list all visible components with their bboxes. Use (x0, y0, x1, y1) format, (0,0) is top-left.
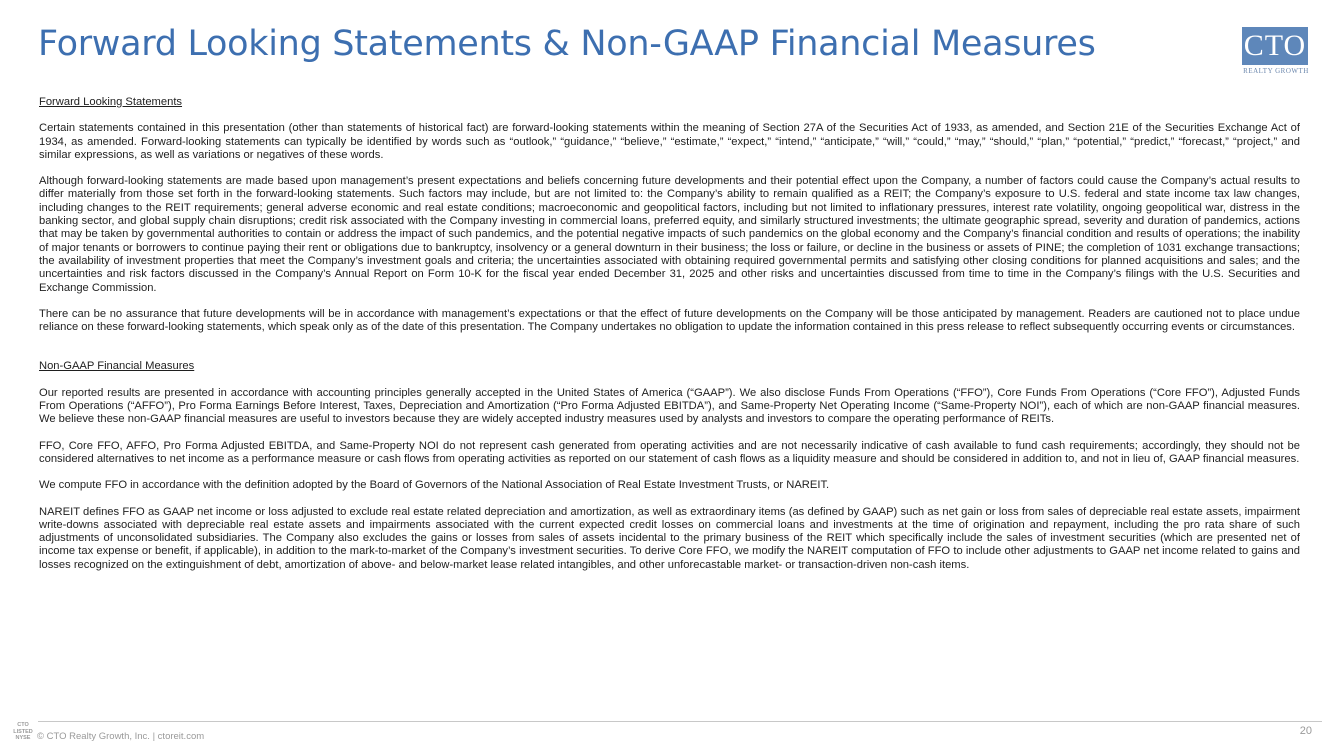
section-heading-non-gaap: Non-GAAP Financial Measures (39, 360, 195, 373)
logo-tagline: REALTY GROWTH (1243, 67, 1309, 75)
paragraph: FFO, Core FFO, AFFO, Pro Forma Adjusted EBITDA, and Same-Property NOI do not represent cash generated from operating activities and are not necessarily indicative of cash available to fund cash requirements; accordingly, they should not be considered alternatives to net income as a performance measure or cash flows from operating activities as reported on our statement of cash flows as a liquidity measure and should be considered in addition to, and not in lieu of, GAAP financial measures. (39, 439, 1300, 465)
logo-wordmark: CTO (1242, 27, 1308, 65)
paragraph: We compute FFO in accordance with the definition adopted by the Board of Governors of the National Association of Real Estate Investment Trusts, or NAREIT. (39, 479, 830, 492)
section-heading-forward-looking: Forward Looking Statements (39, 96, 183, 108)
document-body (39, 96, 1300, 572)
nyse-listed-icon: CTO LISTED NYSE (13, 722, 33, 741)
footer-copyright: © CTO Realty Growth, Inc. | ctoreit.com (37, 731, 205, 742)
page-number: 20 (1299, 725, 1312, 737)
footer-divider (38, 721, 1322, 722)
company-logo (1242, 27, 1310, 77)
paragraph: Although forward-looking statements are made based upon management’s present expectations and beliefs concerning future developments and their potential effect upon the Company, a number of factors could cause the Company’s actual results to differ materially from those set forth in the forward-looking statements. Such factors may include, but are not limited to: the Company’s ability to remain qualified as a REIT; the Company’s exposure to U.S. federal and state income tax law changes, including changes to the REIT requirements; general adverse economic and real estate conditions; macroeconomic and geopolitical factors, including but not limited to inflationary pressures, interest rate volatility, ongoing geopolitical war, distress in the banking sector, and global supply chain disruptions; credit risk associated with the Company investing in commercial loans, preferred equity, and similarly structured investments; the ultimate geographic spread, severity and duration of pandemics, actions that may be taken by governmental authorities to contain or address the impact of such pandemics, and the potential negative impacts of such pandemics on the global economy and the Company’s financial condition and results of operations; the inability of major tenants or borrowers to continue paying their rent or obligations due to bankruptcy, insolvency or a general downturn in their business; the loss or failure, or decline in the business or assets of PINE; the completion of 1031 exchange transactions; the availability of investment properties that meet the Company’s investment goals and criteria; the uncertainties associated with obtaining required governmental permits and satisfying other closing conditions for planned acquisitions and sales; and the uncertainties and risk factors discussed in the Company’s Annual Report on Form 10-K for the fiscal year ended December 31, 2025 and other risks and uncertainties discussed from time to time in the Company’s filings with the U.S. Securities and Exchange Commission. (39, 175, 1300, 294)
paragraph: There can be no assurance that future developments will be in accordance with management’s expectations or that the effect of future developments on the Company will be those anticipated by management. Readers are cautioned not to place undue reliance on these forward-looking statements, which speak only as of the date of this presentation. The Company undertakes no obligation to update the information contained in this press release to reflect subsequently occurring events or circumstances. (39, 307, 1300, 334)
paragraph: Our reported results are presented in accordance with accounting principles generally accepted in the United States of America (“GAAP”). We also disclose Funds From Operations (“FFO”), Core Funds From Operations (“Core FFO”), Adjusted Funds From Operations (“AFFO”), Pro Forma Earnings Before Interest, Taxes, Depreciation and Amortization (“Pro Forma Adjusted EBITDA”), and Same-Property Net Operating Income (“Same-Property NOI”), each of which are non-GAAP financial measures. We believe these non-GAAP financial measures are useful to investors because they are widely accepted industry measures used by analysts and investors to compare the operating performance of REITs. (39, 386, 1300, 426)
paragraph: Certain statements contained in this presentation (other than statements of historical fact) are forward-looking statements within the meaning of Section 27A of the Securities Act of 1933, as amended, and Section 21E of the Securities Exchange Act of 1934, as amended. Forward-looking statements can typically be identified by words such as “outlook,” “guidance,” “believe,” “estimate,” “expect,” “intend,” “anticipate,” “will,” “could,” “may,” “should,” “plan,” “potential,” “predict,” “forecast,” “project,” and similar expressions, as well as variations or negatives of these words. (39, 122, 1300, 161)
page-title: Forward Looking Statements & Non-GAAP Financial Measures (38, 24, 1096, 64)
paragraph: NAREIT defines FFO as GAAP net income or loss adjusted to exclude real estate related depreciation and amortization, as well as extraordinary items (as defined by GAAP) such as net gain or loss from sales of depreciable real estate assets, impairment write-downs associated with depreciable real estate assets and impairments associated with the current expected credit losses on commercial loans and investments at the time of origination and repayment, including the pro rata share of such adjustments of unconsolidated subsidiaries. The Company also excludes the gains or losses from sales of assets incidental to the primary business of the REIT which specifically include the sales of investment securities (which are presented net of income tax expense or benefit, if applicable), in addition to the mark-to-market of the Company’s investment securities. To derive Core FFO, we modify the NAREIT computation of FFO to include other adjustments to GAAP net income related to gains and losses recognized on the extinguishment of debt, amortization of above- and below-market lease related intangibles, and other unforecastable market- or transaction-driven non-cash items. (39, 505, 1300, 571)
